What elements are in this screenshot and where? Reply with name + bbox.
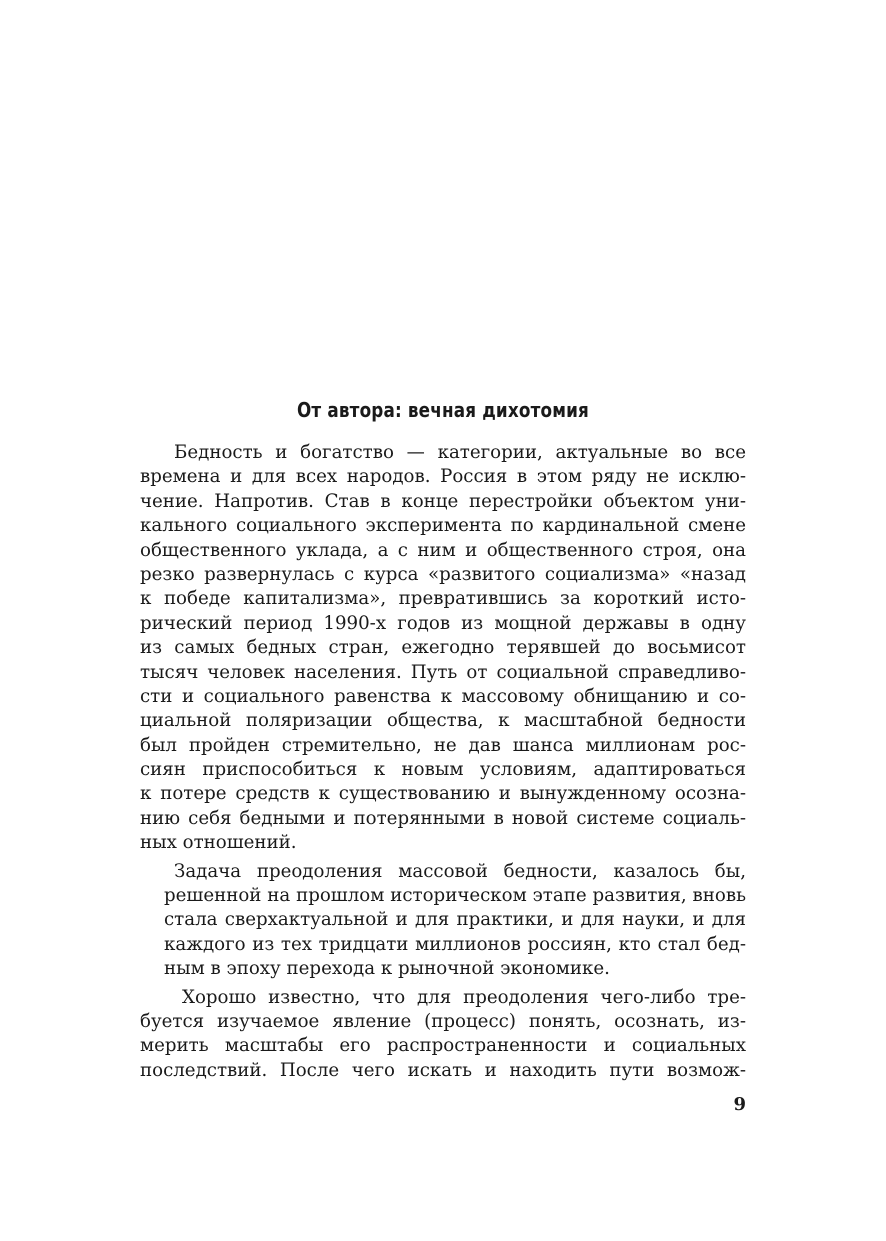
- text-line: из самых бедных стран, ежегодно терявшей до восьмисот: [140, 637, 746, 659]
- text-line: буется изучаемое явление (процесс) понять, осознать, из-: [140, 1010, 746, 1032]
- paragraph-2: [140, 860, 746, 982]
- text-line: мерить масштабы его распространенности и социальных: [140, 1035, 746, 1057]
- text-line: последствий. После чего искать и находить пути возмож-: [140, 1059, 746, 1081]
- paragraph-3: [140, 986, 746, 1084]
- text-line: ных отношений.: [140, 832, 297, 854]
- text-line: решенной на прошлом историческом этапе развития, вновь: [164, 885, 746, 907]
- text-line: Бедность и богатство — категории, актуальные во все: [174, 442, 746, 463]
- text-line: ным в эпоху перехода к рыночной экономике.: [164, 958, 610, 980]
- text-line: времена и для всех народов. Россия в этом ряду не исклю-: [140, 466, 746, 488]
- text-line: к потере средств к существованию и вынужденному осозна-: [140, 783, 746, 805]
- text-line: сти и социального равенства к массовому обнищанию и со-: [140, 685, 746, 707]
- text-line: резко развернулась с курса «развитого социализма» «назад: [140, 563, 746, 585]
- text-line: был пройден стремительно, не дав шанса миллионам рос-: [140, 734, 746, 756]
- text-line: каждого из тех тридцати миллионов россиян, кто стал бед-: [164, 933, 746, 955]
- page-number: 9: [733, 1094, 746, 1115]
- text-line: общественного уклада, а с ним и общественного строя, она: [140, 539, 746, 561]
- section-heading: От автора: вечная дихотомия: [296, 398, 590, 422]
- paragraph-1: [140, 441, 746, 856]
- text-line: рический период 1990-х годов из мощной державы в одну: [140, 612, 746, 634]
- text-line: стала сверхактуальной и для практики, и для науки, и для: [164, 909, 746, 931]
- text-line: тысяч человек населения. Путь от социальной справедливо-: [140, 661, 746, 683]
- text-line: циальной поляризации общества, к масштабной бедности: [140, 710, 746, 732]
- text-line: к победе капитализма», превратившись за короткий исто-: [140, 588, 746, 610]
- text-line: Хорошо известно, что для преодоления чего-либо тре-: [182, 986, 746, 1008]
- text-line: сиян приспособиться к новым условиям, адаптироваться: [140, 759, 746, 781]
- text-line: кального социального эксперимента по кардинальной смене: [140, 515, 746, 537]
- text-line: Задача преодоления массовой бедности, казалось бы,: [174, 860, 746, 882]
- text-line: нию себя бедными и потерянными в новой системе социаль-: [140, 807, 746, 829]
- body-text: [140, 441, 746, 1083]
- text-line: чение. Напротив. Став в конце перестройки объектом уни-: [140, 490, 746, 512]
